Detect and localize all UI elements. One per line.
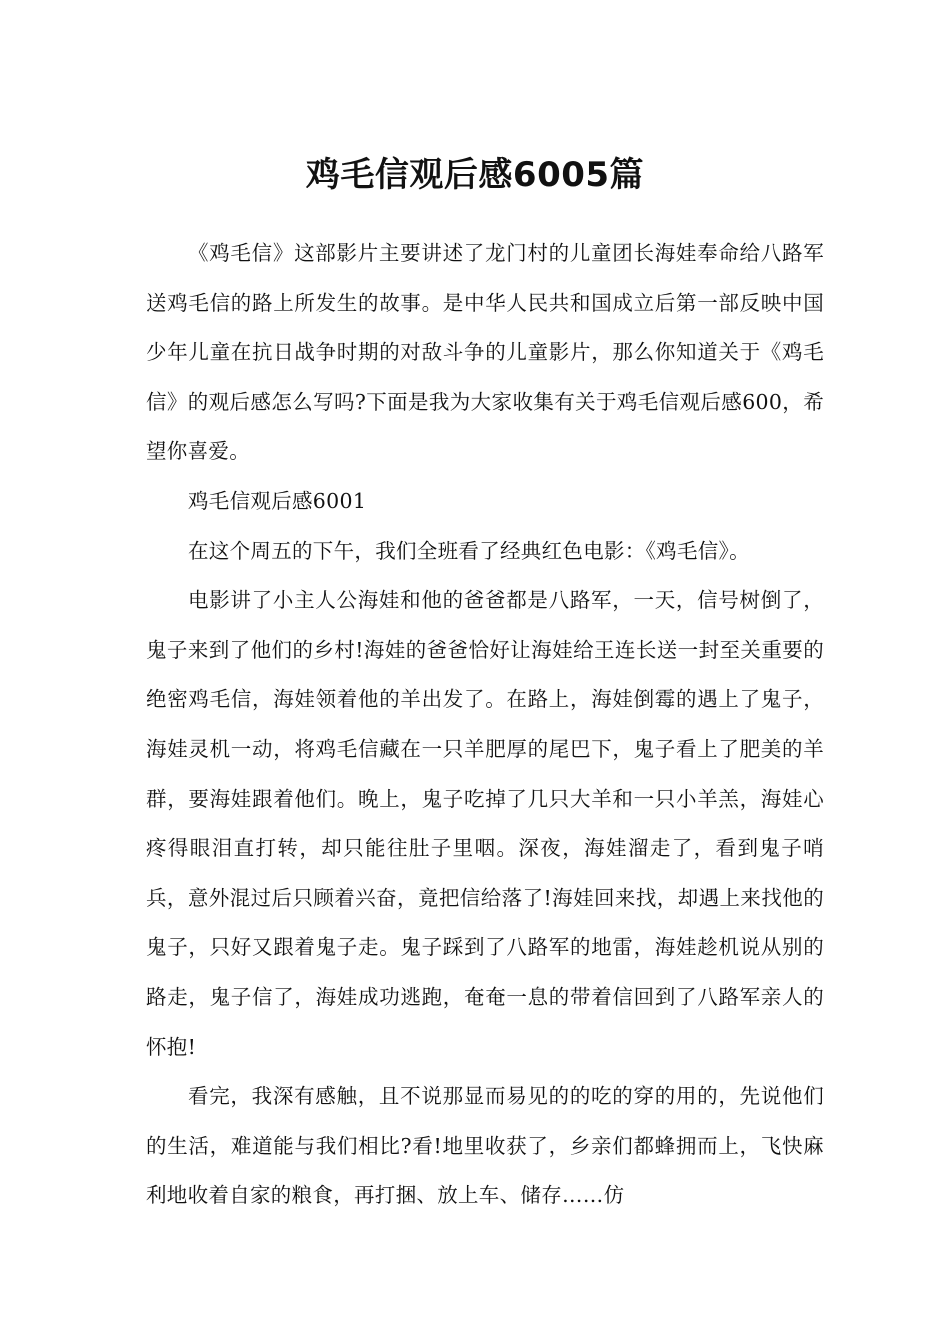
body-paragraph: 电影讲了小主人公海娃和他的爸爸都是八路军，一天，信号树倒了，鬼子来到了他们的乡村!海娃的爸爸恰好让海娃给王连长送一封至关重要的绝密鸡毛信，海娃领着他的羊出发了。在路上，海娃倒霉的遇上了鬼子，海娃灵机一动，将鸡毛信藏在一只羊肥厚的尾巴下，鬼子看上了肥美的羊群，要海娃跟着他们。晚上，鬼子吃掉了几只大羊和一只小羊羔，海娃心疼得眼泪直打转，却只能往肚子里咽。深夜，海娃溜走了，看到鬼子哨兵，意外混过后只顾着兴奋，竟把信给落了!海娃回来找，却遇上来找他的鬼子，只好又跟着鬼子走。鬼子踩到了八路军的地雷，海娃趁机说从别的路走，鬼子信了，海娃成功逃跑，奄奄一息的带着信回到了八路军亲人的怀抱! xyxy=(146,588,824,1059)
intro-paragraph: 《鸡毛信》这部影片主要讲述了龙门村的儿童团长海娃奉命给八路军送鸡毛信的路上所发生的故事。是中华人民共和国成立后第一部反映中国少年儿童在抗日战争时期的对敌斗争的儿童影片，那么你知道关于《鸡毛信》的观后感怎么写吗?下面是我为大家收集有关于鸡毛信观后感600，希望你喜爱。 xyxy=(146,241,824,464)
document-body xyxy=(146,229,824,1221)
body-paragraph: 看完，我深有感触，且不说那显而易见的的吃的穿的用的，先说他们的生活，难道能与我们相比?看!地里收获了，乡亲们都蜂拥而上，飞快麻利地收着自家的粮食，再打捆、放上车、储存……仿 xyxy=(146,1084,824,1208)
body-paragraph: 在这个周五的下午，我们全班看了经典红色电影：《鸡毛信》。 xyxy=(188,538,750,563)
document-title: 鸡毛信观后感6005篇 xyxy=(305,154,645,195)
section-heading: 鸡毛信观后感6001 xyxy=(188,488,367,513)
